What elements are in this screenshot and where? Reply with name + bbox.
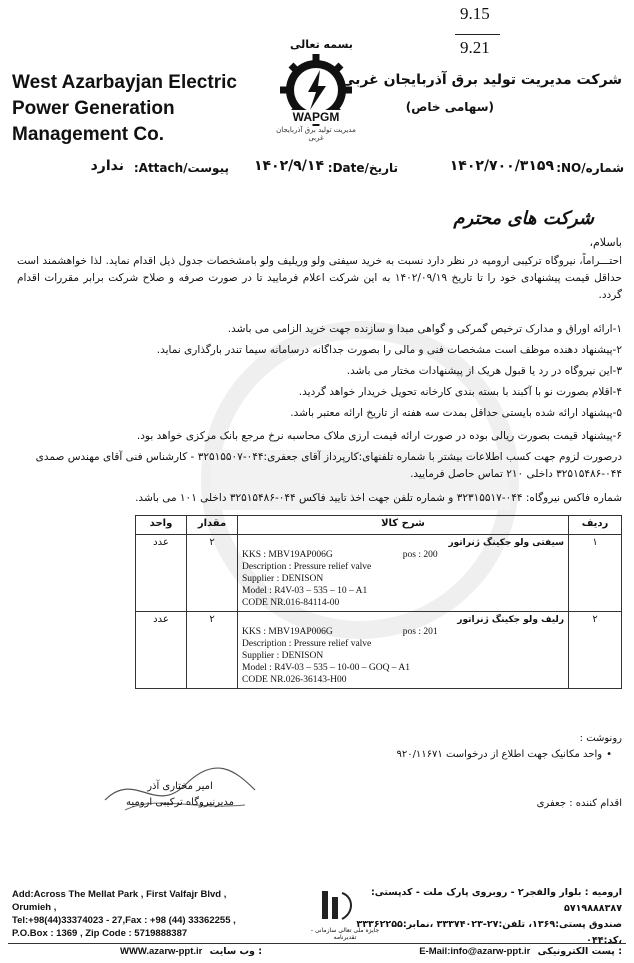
item-description: Description : Pressure relief valve — [242, 562, 372, 572]
company-logo-icon — [270, 50, 362, 134]
signer-title: مدیرنیروگاه ترکیبی ارومیه — [125, 797, 235, 808]
ref-date-label: تاریخ/Date: — [327, 161, 398, 175]
item-supplier: Supplier : DENISON — [242, 574, 324, 584]
list-item: ۱-ارائه اوراق و مدارک ترخیص گمرکی و گواهی مبدا و سازنده جهت خرید الزامی می باشد. — [227, 323, 622, 335]
footer-divider — [8, 943, 626, 944]
cell-description — [238, 612, 569, 689]
col-header-unit: واحد — [136, 516, 187, 535]
list-item: ۲-پیشنهاد دهنده موظف است مشخصات فنی و مالی را بصورت جداگانه درسامانه سیما تندر بارگذاری نماید. — [156, 344, 622, 356]
handwritten-date-top: 9.15 — [460, 4, 490, 23]
footer-address-line: ارومیه : بلوار والفجر۲ - روبروی پارک ملت - کدپستی: ۵۷۱۹۸۸۸۳۸۷ — [370, 887, 622, 914]
ref-number-value: ۱۴۰۲/۷۰۰/۳۱۵۹ — [449, 158, 554, 174]
cell-qty: ۲ — [187, 535, 238, 612]
ref-number-label: شماره/NO: — [556, 161, 624, 175]
cc-label: رونوشت : — [579, 733, 622, 744]
company-type: (سهامی خاص) — [405, 100, 494, 114]
table-row — [136, 535, 622, 612]
footer-address-line: Add:Across The Mellat Park , First Valfajr Blvd , Orumieh , — [12, 889, 227, 913]
table-row — [136, 612, 622, 689]
cell-row-number: ۲ — [569, 612, 622, 689]
website-link[interactable]: WWW.azarw-ppt.ir — [120, 946, 203, 957]
ref-attach-label: پیوست/Attach: — [133, 161, 229, 175]
col-header-qty: مقدار — [187, 516, 238, 535]
footer-address-fa — [322, 885, 622, 949]
company-name-fa: شرکت مدیریت تولید برق آذربایجان غربی — [341, 72, 622, 88]
item-kks: KKS : MBV19AP006G pos : 201 — [242, 627, 438, 637]
reference-bar — [10, 155, 624, 183]
cell-qty: ۲ — [187, 612, 238, 689]
email-label: پست الکترونیکی : — [537, 946, 622, 957]
cell-row-number: ۱ — [569, 535, 622, 612]
item-kks: KKS : MBV19AP006G pos : 200 — [242, 550, 438, 560]
intro-paragraph: احتـــراماً، نیروگاه ترکیبی ارومیه در نظر دارد نسبت به خرید سیفتی ولو وریلیف ولو بامشخصات جدول ذیل اقدام نماید. لذا خواهشمند است حداقل قیمت پیشنهادی خود را تا تاریخ ۱۴۰۲/۰۹/۱۹ به این شرکت اعلام فرمایید تا در صورت صرفه و صلاح شرکت برابر مقررات اقدام گردد. — [17, 255, 622, 301]
item-code: CODE NR.026-36143-H00 — [242, 675, 347, 685]
list-item: ۶-پیشنهاد قیمت بصورت ریالی بوده در صورت ارائه قیمت ارزی ملاک محاسبه نرخ مرجع بانک مرکزی خواهد بود. — [136, 430, 622, 442]
company-name-en: West Azarbayjan Electric Power Generation Management Co. — [12, 72, 237, 145]
cell-description — [238, 535, 569, 612]
item-model: Model : R4V-03 – 535 – 10-00 – GOQ – A1 — [242, 663, 411, 673]
list-item: ۳-این نیروگاه در رد یا قبول هریک از پیشنهادات مختار می باشد. — [346, 365, 622, 377]
footer-phone-line: صندوق پستی:۱۳۶۹، تلفن:۲۷-۳۳۳۷۴۰۲۳ ،نمابر:۳۳۳۶۲۲۵۵ ،کد:۰۴۴ — [356, 919, 622, 946]
footer-website[interactable] — [120, 946, 262, 957]
footer-phone-line: Tel:+98(44)33374023 - 27,Fax : +98 (44) 33362255 , — [12, 915, 236, 926]
footer-email[interactable] — [419, 946, 622, 957]
table-header-row — [136, 516, 622, 535]
bismillah: بسمه تعالی — [290, 38, 353, 51]
logo-caption: مدیریت تولید برق آذربایجان غربی — [276, 126, 356, 142]
award-caption: جایزه ملی تعالی سازمانی - تقدیرنامه — [310, 927, 380, 941]
website-label: وب سایت : — [209, 946, 263, 957]
logo-text: WAPGM — [292, 110, 340, 124]
item-title: سیفتی ولو جکینگ ژنراتور — [448, 538, 564, 548]
item-code: CODE NR.016-84114-00 — [242, 598, 340, 608]
cell-unit: عدد — [136, 612, 187, 689]
col-header-desc: شرح کالا — [238, 516, 569, 535]
cc-item: • واحد مکانیک جهت اطلاع از درخواست ۹۲۰/۱۱۶۷۱ — [396, 749, 612, 760]
items-table — [135, 515, 622, 689]
cell-unit: عدد — [136, 535, 187, 612]
item-title: رلیف ولو جکینگ ژنراتور — [457, 615, 564, 625]
salutation: شرکت های محترم — [453, 208, 594, 229]
issuer: اقدام کننده : جعفری — [536, 798, 622, 809]
ref-attach-value: ندارد — [90, 158, 124, 174]
item-description: Description : Pressure relief valve — [242, 639, 372, 649]
email-link[interactable]: E-Mail:info@azarw-ppt.ir — [419, 946, 531, 957]
item-supplier: Supplier : DENISON — [242, 651, 324, 661]
greeting: باسلام، — [589, 236, 622, 249]
footer-address-en — [12, 888, 242, 940]
list-item: ۵-پیشنهاد ارائه شده بایستی حداقل بمدت سه هفته از تاریخ ارائه معتبر باشد. — [290, 407, 622, 419]
signer-block — [105, 779, 255, 811]
item-model: Model : R4V-03 – 535 – 10 – A1 — [242, 586, 368, 596]
footer-pobox-line: P.O.Box : 1369 , Zip Code : 5719888387 — [12, 928, 188, 939]
list-item: ۴-اقلام بصورت نو با آکبند با بسته بندی کارخانه تحویل خریدار خواهد گردید. — [298, 386, 622, 398]
handwritten-date-bottom: 9.21 — [460, 38, 490, 57]
handwritten-divider — [455, 34, 500, 35]
signer-name: امیر مختاری آذر — [147, 781, 213, 792]
contact-paragraph: درصورت لزوم جهت کسب اطلاعات بیشتر با شماره تلفنهای:کارپرداز آقای جعفری:۰۴۴-۳۲۵۱۵۵۰۷ - کارشناس فنی آقای مهندس صمدی ۰۴۴-۳۲۵۱۵۴۸۶ داخلی ۲۱۰ تماس حاصل فرمایید. — [35, 451, 622, 480]
fax-paragraph: شماره فاکس نیروگاه: ۰۴۴-۳۲۳۱۵۵۱۷ و شماره تلفن جهت اخذ تایید فاکس ۰۴۴-۳۲۵۱۵۴۸۶ داخلی ۱۰۱ می باشد. — [135, 492, 622, 504]
ref-date-value: ۱۴۰۲/۹/۱۴ — [253, 158, 324, 174]
col-header-row: ردیف — [569, 516, 622, 535]
